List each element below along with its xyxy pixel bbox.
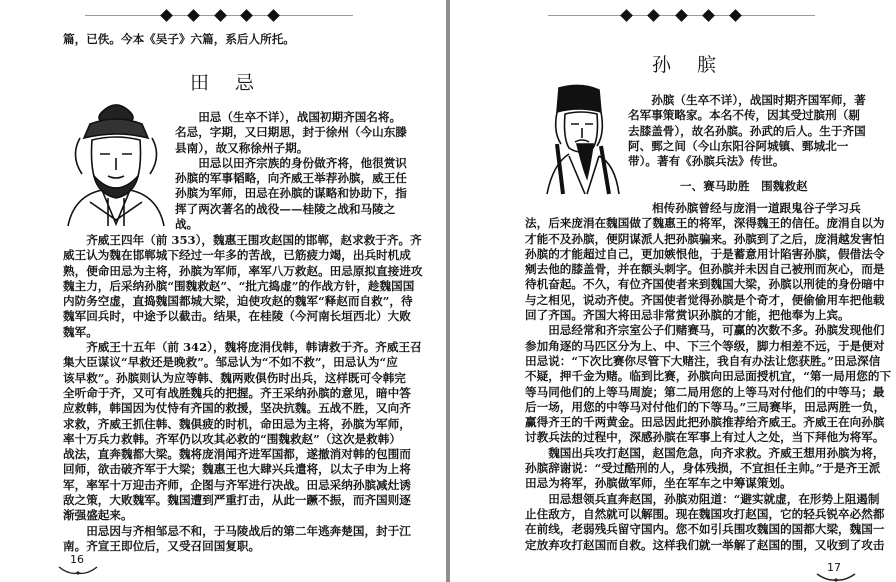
text-line: 名忌，字期，又曰期思，封于徐州（今山东滕 [175,125,407,140]
text-line: 相传孙膑曾经与庞涓一道跟鬼谷子学习兵 [652,201,861,215]
text-line: 剜去他的膝盖骨，并在额头刺字。但孙膑并未因自己被刑而灰心，而是 [525,262,885,277]
paragraph [63,340,422,524]
section-title: 田忌 [190,72,281,94]
text-line: 魏主力，后采纳孙膑“围魏救赵”、“批亢捣虚”的作战方针，趁魏国国 [63,278,415,293]
text-line: 魏军。 [63,324,98,339]
text-line: 在前线，老弱残兵留守国内。您不如引兵围攻魏国的国都大梁，魏国一 [525,522,885,537]
text-line: 熟，便命田忌为主将，孙膑为军师，率军八万救赵。田忌原拟直接进攻 [63,263,423,278]
sun-bin-portrait-icon [545,84,621,196]
text-line: 才能不及孙膑，便阴谋派人把孙膑骗来。孙膑到了之后，庞涓越发害怕 [525,231,885,246]
text-line: 赢得齐王的千两黄金。田忌因此把孙膑推荐给齐威王。齐威王在向孙膑 [525,415,885,430]
paragraph [63,523,411,555]
text-line: 孙膑辞谢说：“受过酷刑的人，身体残损，不宜担任主帅。”于是齐王派 [525,461,881,476]
text-line: 田忌说：“下次比赛你尽管下大赌注，我自有办法让您获胜。”田忌深信 [525,353,881,368]
body-text [525,201,892,553]
text-line: 齐威王四年（前 353），魏惠王围攻赵国的邯郸，赵求救于齐。齐 [86,233,422,247]
text-line: 定放弃攻打赵国而自救。这样我们就一举解了赵国的围，又收到了攻击 [525,537,885,552]
diamond-ornament-icon [162,10,278,20]
text-line: 应救韩，韩国因为仗恃有齐国的救援，坚决抗魏。五战不胜，又向齐 [63,401,411,416]
text-line: 田忌（生卒不详），战国初期齐国名将。 [198,110,402,124]
header-ornament [548,10,815,22]
paragraph [525,445,885,492]
text-line: 带）。著有《孙膑兵法》传世。 [628,154,785,169]
text-line: 军，率军十万迎击齐师，企图与齐军进行决战。田忌采纳孙膑减灶诱 [63,477,411,492]
header-ornament [85,10,353,22]
text-line: 挥了两次著名的战役——桂陵之战和马陵之 [175,201,396,216]
text-line: 威王认为魏在邯郸城下经过一年多的苦战，已筋疲力竭，出兵时机成 [63,248,411,263]
text-line: 内防务空虚，直捣魏国都城大梁，迫使攻赵的魏军“释赵而自救”，待 [63,294,413,309]
text-line: 回了齐国。齐国大将田忌非常赏识孙膑的才能，把他奉为上宾。 [525,308,850,323]
paragraph [525,323,892,445]
paragraph [525,201,885,323]
text-line: 孙膑的军事韬略，向齐威王举荐孙膑，威王任 [175,171,407,186]
right-page [450,0,896,582]
text-line: 孙膑的才能超过自己，更加嫉恨他，于是蓄意用计陷害孙膑，假借法令 [525,246,885,261]
paragraph [63,233,423,340]
text-line: 止住敌方，自然就可以解围。现在魏国攻打赵国，它的轻兵锐卒必然都 [525,506,885,521]
body-text [63,233,423,554]
text-line: 渐强盛起来。 [63,508,133,523]
page-number: 17 [827,561,841,574]
subsection-heading: 一、赛马助胜 围魏救赵 [680,179,808,193]
text-line: 南。齐宣王即位后，又受召回国复职。 [63,538,261,553]
text-line: 率十万兵力救韩。齐军仍以攻其必救的“围魏救赵”（这次是救韩） [63,431,401,446]
text-line: 孙膑（生卒不详），战国时期齐国军师，著 [651,93,866,107]
paragraph [175,155,407,232]
text-line: 敌之策，大败魏军。魏国遭到严重打击，从此一蹶不振，而齐国则逐 [63,493,411,508]
intro-text [175,110,407,232]
section-title: 孙膑 [652,54,743,76]
text-line: 该早救”。孙膑则认为应等韩、魏两败俱伤时出兵，这样既可令韩完 [63,370,406,385]
continued-text: 篇，已佚。今本《吴子》六篇，系后人所托。 [63,32,295,46]
text-line: 田忌以田齐宗族的身份做齐将，他很赏识 [198,155,407,170]
text-line: 后一场，用您的中等马对付他们的下等马。”三局赛毕，田忌两胜一负， [525,399,886,414]
tian-ji-portrait-icon [60,98,172,228]
page-number-flourish-icon [58,566,98,576]
page-number-flourish-icon [816,573,856,582]
paragraph [628,93,866,169]
text-line: 集大臣谋议“早救还是晚救”。邹忌认为“不如不救”，田忌认为“应 [63,355,398,370]
text-line: 战法，直奔魏都大梁。魏将庞涓闻齐进军国都，遂撤消对韩的包围而 [63,447,411,462]
text-line: 孙膑为军师，田忌在孙膑的谋略和协助下，指 [175,186,407,201]
text-line: 去膝盖骨），故名孙膑。孙武的后人。生于齐国 [628,123,866,138]
left-page [0,0,446,582]
text-line: 名军事策略家。本名不传，因其受过膑刑（剔 [628,108,860,123]
text-line: 回师，欲击破齐军于大梁；魏惠王也大肆兴兵遣将，以太子申为上将 [63,462,411,477]
text-line: 田忌因与齐相邹忌不和，于马陵战后的第二年逃奔楚国，封于江 [86,523,411,538]
paragraph [525,491,885,553]
text-line: 求救，齐威王抓住韩、魏俱疲的时机，命田忌为主将，孙膑为军师， [63,416,411,431]
text-line: 与之相见，说动齐使。齐国使者觉得孙膑是个奇才，便偷偷用车把他载 [525,292,885,307]
text-line: 全听命于齐，又可有战胜魏兵的把握。齐王采纳孙膑的意见，暗中答 [63,385,411,400]
diamond-ornament-icon [622,10,740,20]
text-line: 田忌想领兵直奔赵国，孙膑劝阻道：“避实就虚，在形势上阻遏制 [548,491,880,506]
text-line: 法，后来庞涓在魏国做了魏惠王的将军，深得魏王的信任。庞涓自以为 [525,216,885,231]
text-line: 待机奋起。不久，有位齐国使者来到魏国大梁，孙膑以刑徒的身份暗中 [525,277,885,292]
text-line: 战。 [175,217,199,232]
text-line: 讨教兵法的过程中，深感孙膑在军事上有过人之处，当下拜他为将军。 [525,430,885,445]
intro-text [628,93,866,169]
text-line: 魏国出兵攻打赵国，赵国危急，向齐求救。齐威王想用孙膑为将， [548,445,885,460]
text-line: 齐威王十五年（前 342），魏将庞涓伐韩，韩请救于齐。齐威王召 [86,340,422,355]
text-line: 参加角逐的马匹区分为上、中、下三个等级，脚力相差不远，于是便对 [525,338,885,353]
text-line: 不疑，押千金为赌。临到比赛，孙膑向田忌面授机宜，“第一局用您的下 [525,369,892,384]
text-line: 田忌为将军，孙膑做军师，坐在军车之中筹谋策划。 [525,476,792,491]
text-line: 等马同他们的上等马周旋；第二局用您的上等马对付他们的中等马；最 [525,384,885,399]
text-line: 魏军回兵时，中途予以截击。结果，在桂陵（今河南长垣西北）大败 [63,309,411,324]
paragraph [175,110,407,156]
page-number: 16 [70,553,84,566]
text-line: 阿、鄄之间（今山东阳谷阿城镇、鄄城北一 [628,138,849,153]
text-line: 田忌经常和齐宗室公子们赌赛马，可赢的次数不多。孙膑发现他们 [548,323,885,338]
text-line: 县南），故又称徐州子期。 [175,140,309,155]
